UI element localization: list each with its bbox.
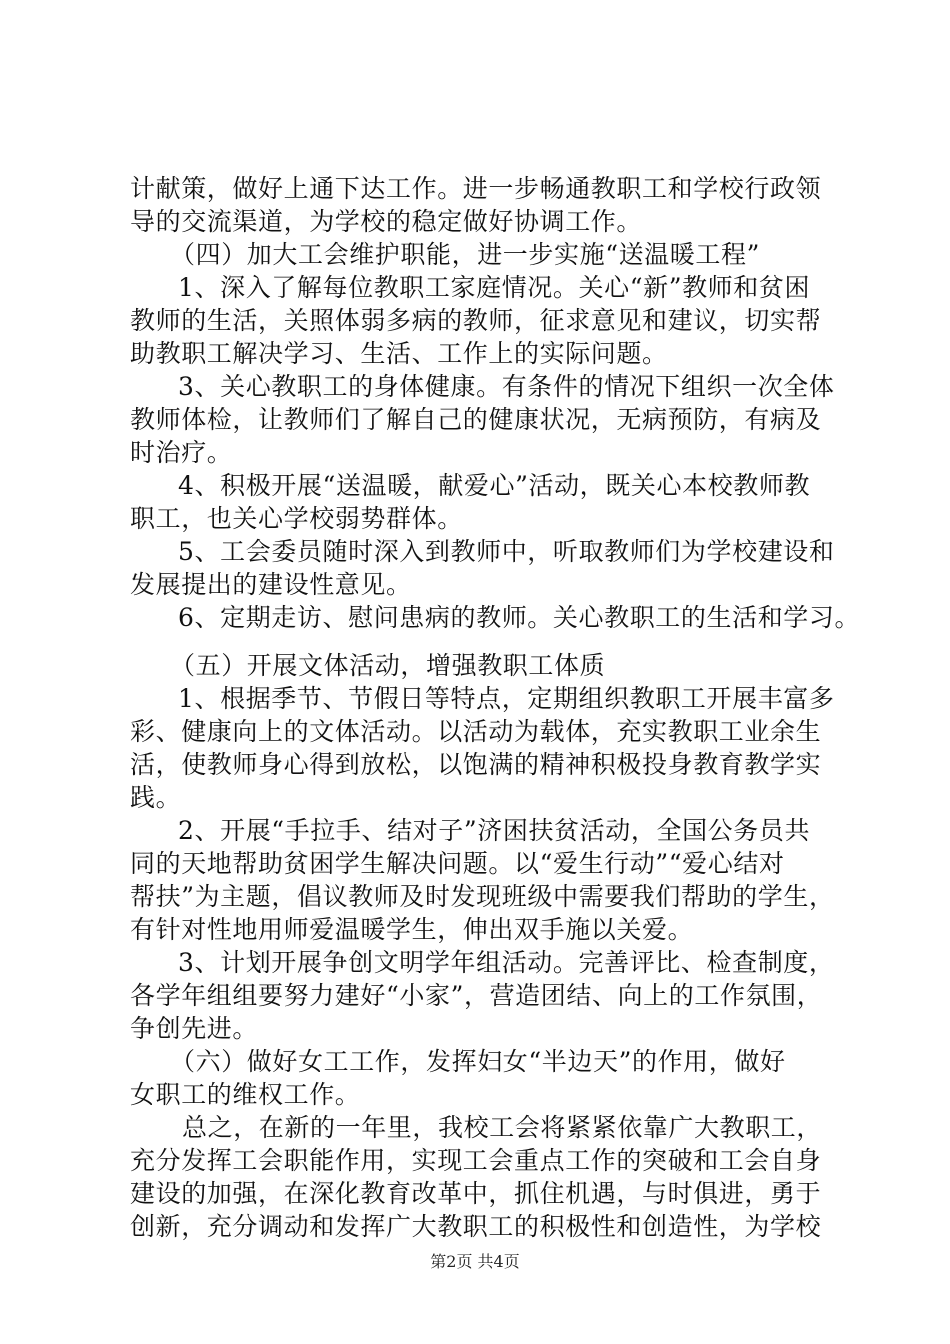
- text-line: 总之，在新的一年里，我校工会将紧紧依靠广大教职工，: [182, 1113, 823, 1142]
- text-line: 教师体检，让教师们了解自己的健康状况，无病预防，有病及: [130, 405, 822, 434]
- text-line: 3、关心教职工的身体健康。有条件的情况下组织一次全体: [178, 372, 835, 401]
- text-line: 充分发挥工会职能作用，实现工会重点工作的突破和工会自身: [130, 1146, 822, 1175]
- text-line: 4、积极开展“送温暖，献爱心”活动，既关心本校教师教: [178, 471, 811, 500]
- text-line: 5、工会委员随时深入到教师中，听取教师们为学校建设和: [178, 537, 835, 566]
- text-line: 1、根据季节、节假日等特点，定期组织教职工开展丰富多: [178, 684, 835, 713]
- text-line: 2、开展“手拉手、结对子”济困扶贫活动，全国公务员共: [178, 816, 811, 845]
- section-heading: （六）做好女工工作，发挥妇女“半边天”的作用，做好: [170, 1047, 786, 1076]
- text-line: 争创先进。: [130, 1014, 259, 1043]
- page-number-label: 第2页 共4页: [430, 1252, 520, 1271]
- text-line: 6、定期走访、慰问患病的教师。关心教职工的生活和学习。: [178, 603, 861, 632]
- text-line: 活，使教师身心得到放松，以饱满的精神积极投身教育教学实: [130, 750, 822, 779]
- section-heading: （四）加大工会维护职能，进一步实施“送温暖工程”: [170, 240, 760, 269]
- text-line: 有针对性地用师爱温暖学生，伸出双手施以关爱。: [130, 915, 694, 944]
- text-line: 导的交流渠道，为学校的稳定做好协调工作。: [130, 207, 643, 236]
- text-line: 教师的生活，关照体弱多病的教师，征求意见和建议，切实帮: [130, 306, 822, 335]
- text-line: 助教职工解决学习、生活、工作上的实际问题。: [130, 339, 668, 368]
- text-line: 女职工的维权工作。: [130, 1080, 361, 1109]
- text-line: 创新，充分调动和发挥广大教职工的积极性和创造性，为学校: [130, 1212, 822, 1241]
- text-line: 时治疗。: [130, 438, 233, 467]
- page-footer: [0, 1252, 950, 1272]
- text-line: 践。: [130, 783, 182, 812]
- text-line: 彩、健康向上的文体活动。以活动为载体，充实教职工业余生: [130, 717, 822, 746]
- text-line: 计献策，做好上通下达工作。进一步畅通教职工和学校行政领: [130, 174, 822, 203]
- section-heading: （五）开展文体活动，增强教职工体质: [170, 651, 606, 680]
- text-line: 1、深入了解每位教职工家庭情况。关心“新”教师和贫困: [178, 273, 811, 302]
- text-line: 各学年组组要努力建好“小家”，营造团结、向上的工作氛围，: [130, 981, 823, 1010]
- text-line: 发展提出的建设性意见。: [130, 570, 412, 599]
- text-line: 职工，也关心学校弱势群体。: [130, 504, 463, 533]
- text-line: 帮扶”为主题，倡议教师及时发现班级中需要我们帮助的学生，: [130, 882, 835, 911]
- text-line: 同的天地帮助贫困学生解决问题。以“爱生行动”“爱心结对: [130, 849, 785, 878]
- text-line: 建设的加强，在深化教育改革中，抓住机遇，与时俱进，勇于: [130, 1179, 822, 1208]
- text-line: 3、计划开展争创文明学年组活动。完善评比、检查制度，: [178, 948, 835, 977]
